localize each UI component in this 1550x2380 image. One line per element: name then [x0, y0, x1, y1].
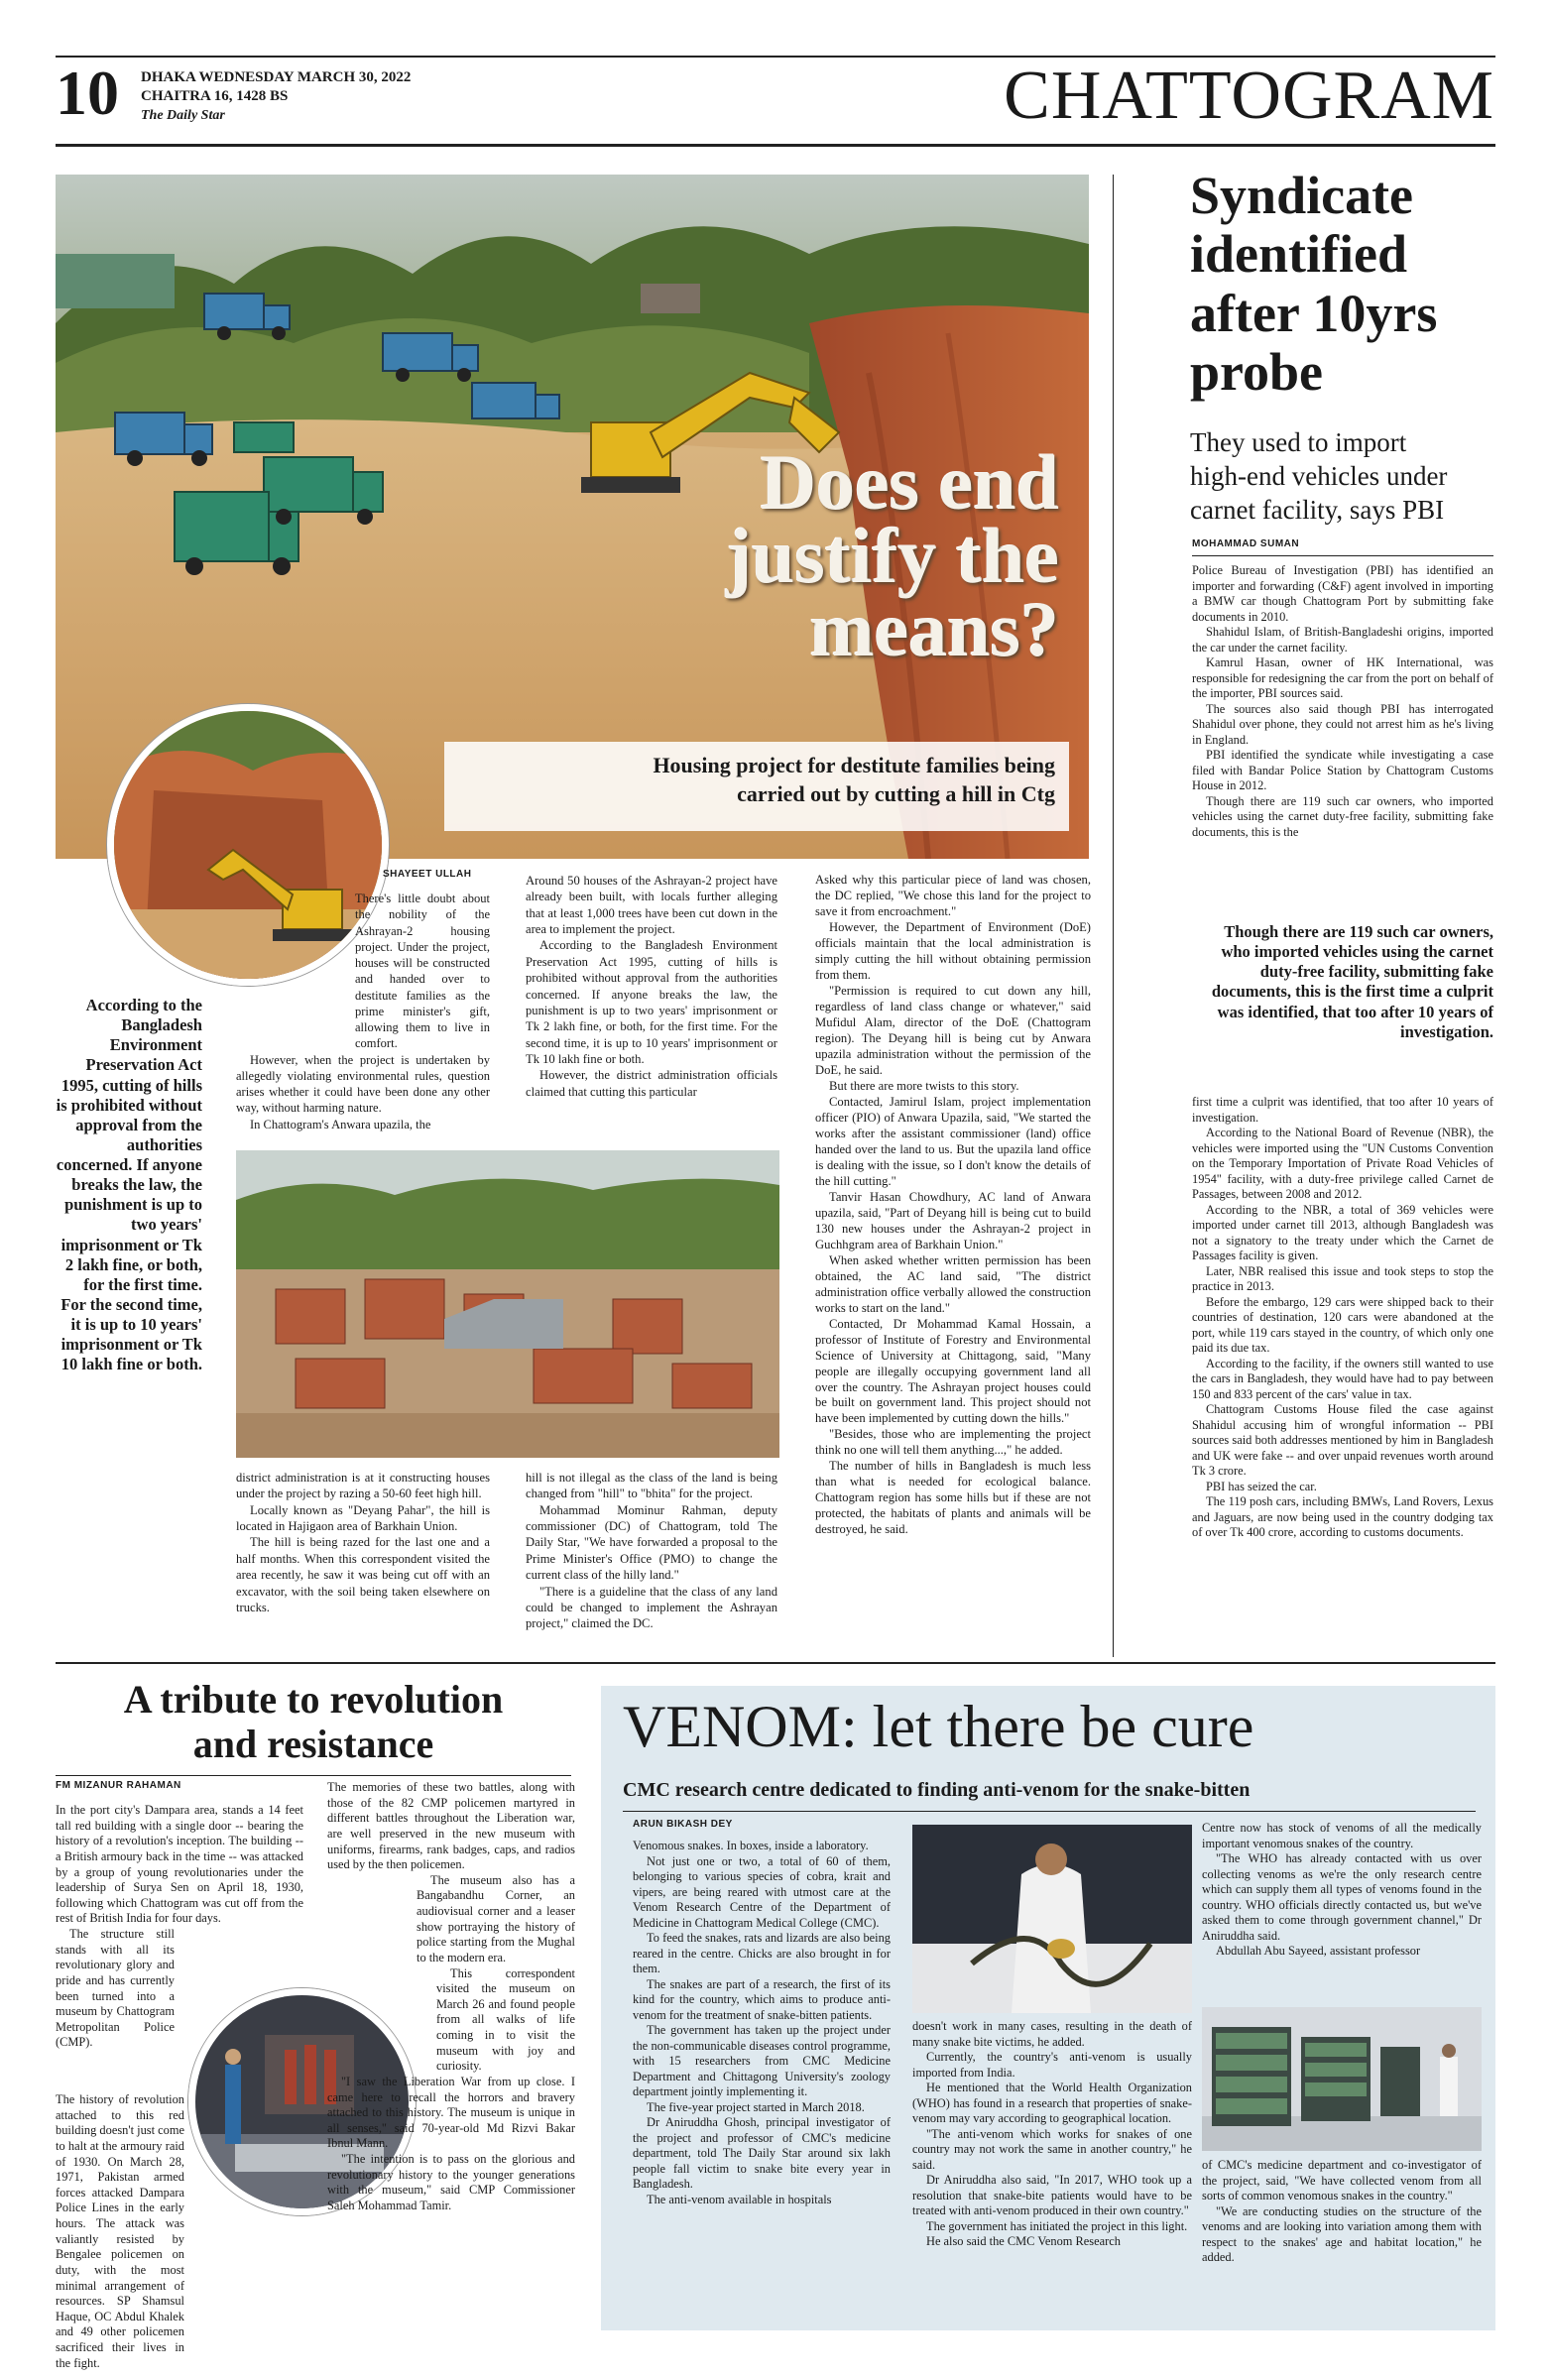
tribute-byline: FM MIZANUR RAHAMAN — [56, 1780, 181, 1791]
venom-column-2 — [912, 2019, 1192, 2250]
paragraph: The museum also has a Bangabandhu Corner, an audiovisual corner and a leaser show portraying the history of police starting from the Mughal to the modern era. — [417, 1872, 575, 1964]
lead-subhead-line: Housing project for destitute families being — [653, 753, 1055, 777]
syndicate-subhead-line: carnet facility, says PBI — [1190, 494, 1445, 525]
byline-rule — [1192, 555, 1493, 556]
tribute-column-1-bottom — [56, 2092, 303, 2371]
venom-column-3-bottom — [1202, 2158, 1482, 2266]
lead-subhead-line: carried out by cutting a hill in Ctg — [737, 780, 1055, 806]
paragraph: Abdullah Abu Sayeed, assistant professor — [1216, 1944, 1421, 1958]
syndicate-headline — [1190, 167, 1497, 403]
paragraph: Contacted, Dr Mohammad Kamal Hossain, a professor of Institute of Forestry and Environmental Science of University at Chittagong, said, "Many people are illegally occupying government land all over the country. The Ashrayan project houses could be built on government land. This project should not have been implemented by cutting down the hills." — [815, 1316, 1091, 1426]
paragraph: Around 50 houses of the Ashrayan-2 project have already been built, with locals further alleging that at least 1,000 trees have been cut down in the area to implement the project. — [526, 874, 777, 937]
paragraph: Centre now has stock of venoms of all the medically important venomous snakes of the country. — [1202, 1821, 1482, 1850]
syndicate-body-top — [1192, 563, 1493, 840]
paragraph: "I saw the Liberation War from up close. I came here to recall the horrors and bravery attached to this history. The museum is unique in all senses," said 70-year-old Md Rizvi Bakar Ibnul Mann. — [327, 2074, 575, 2151]
paragraph: However, when the project is undertaken by allegedly violating environmental rules, question arises whether it could have been done any other way, without harming nature. — [236, 1052, 490, 1116]
paragraph: The structure still stands with all its revolutionary glory and pride and has currently been turned into a museum by Chattogram Metropolitan Police (CMP). — [56, 1927, 175, 2050]
paragraph: "Besides, those who are implementing the project think no one will tell them anything...," he added. — [815, 1427, 1091, 1458]
paragraph: Police Bureau of Investigation (PBI) has identified an importer and forwarding (C&F) agent involved in importing a BMW car though Chattogram Port by submitting fake documents in 2010. — [1192, 563, 1493, 624]
paragraph: He mentioned that the World Health Organization (WHO) has found in a research that properties of snake-venom may vary according to geographical location. — [912, 2081, 1192, 2125]
paragraph: Dr Aniruddha Ghosh, principal investigator of the project and professor of CMC's medicine department, told The Daily Star around six lakh people fall victim to snake bite every year in Bangladesh. — [633, 2115, 891, 2191]
venom-column-3-top — [1202, 1821, 1482, 1960]
lead-column-2-top — [526, 873, 777, 1100]
paragraph: Mohammad Mominur Rahman, deputy commissioner (DC) of Chattogram, told The Daily Star, "We have forwarded a proposal to the Prime Minister's Office (PMO) to change the current class of the hilly land." — [526, 1502, 777, 1583]
syndicate-headline-line: probe — [1190, 342, 1324, 403]
paragraph: Dr Aniruddha also said, "In 2017, WHO took up a resolution that snake-bite patients would have to be treated with anti-venom produced in their own country." — [912, 2173, 1192, 2217]
paragraph: Later, NBR realised this issue and took steps to stop the practice in 2013. — [1192, 1263, 1493, 1293]
paragraph: There's little doubt about the nobility of the Ashrayan-2 housing project. Under the project, houses will be constructed and handed over to destitute families as the prime minister's gift, allowing them to live in comfort. — [355, 892, 490, 1051]
paragraph: hill is not illegal as the class of the land is being changed from "hill" to "bhita" for the project. — [526, 1471, 777, 1501]
paragraph: The five-year project started in March 2018. — [647, 2099, 865, 2114]
paragraph: of CMC's medicine department and co-investigator of the project, said, "We have collected venom from all sorts of common venomous snakes in the country." — [1202, 2158, 1482, 2202]
lead-headline-line: means? — [809, 586, 1059, 673]
column-divider — [1113, 175, 1114, 1657]
syndicate-headline-line: after 10yrs — [1190, 283, 1438, 343]
lead-column-1-top — [236, 891, 490, 1132]
lead-byline: SHAYEET ULLAH — [383, 869, 472, 880]
paragraph: Tanvir Hasan Chowdhury, AC land of Anwara upazila, said, "Part of Deyang hill is being cut to build 130 new houses under the Ashrayan-2 project in Guchhgram area of Barkhain Union." — [815, 1189, 1091, 1251]
paragraph: Before the embargo, 129 cars were shipped back to their countries of destination, 120 cars were abandoned at the port, while 119 cars stayed in the country, of which only one paid its due tax. — [1192, 1294, 1493, 1355]
syndicate-subhead — [1190, 426, 1497, 527]
paragraph: The hill is being razed for the last one and a half months. When this correspondent visited the area recently, he saw it was being cut off with an excavator, with the soil being taken elsewhere on trucks. — [236, 1535, 490, 1614]
paragraph: "The WHO has already contacted with us over collecting venoms as we're the only research centre which can supply them all types of venoms found in the country. WHO officials directly contacted us, but we've asked them to come through government channel," Dr Aniruddha said. — [1202, 1851, 1482, 1943]
syndicate-headline-line: Syndicate — [1190, 166, 1414, 225]
paragraph: This correspondent visited the museum on March 26 and found people from all walks of life coming in to visit the museum with joy and curiosity. — [436, 1965, 575, 2074]
lead-headline — [543, 439, 1059, 673]
paragraph: The government has taken up the project under the non-communicable diseases control programme, with 15 researchers from CMC Medicine Department and Chittagong University's zoology department jointly implementing it. — [633, 2023, 891, 2098]
paragraph: "The intention is to pass on the glorious and revolutionary history to the younger generations with the museum," said CMP Commissioner Saleh Mohammad Tamir. — [327, 2152, 575, 2212]
paragraph: "We are conducting studies on the structure of the venoms and are looking into variation among them with respect to the snakes' age and habitat location," he added. — [1202, 2203, 1482, 2264]
paragraph: "Permission is required to cut down any hill, regardless of land class change or whatever," said Mufidul Alam, director of the DoE (Chattogram region). The Deyang hill is being cut by Anwara upazila administration without the permission of the DoE, he said. — [815, 983, 1091, 1077]
syndicate-pull-quote: Though there are 119 such car owners, who imported vehicles using the carnet duty-free facility, submitting fake documents, this is the first time a culprit was identified, that too after 10 years of investigation. — [1211, 922, 1493, 1041]
tribute-column-2 — [327, 1780, 575, 2214]
lab-illustration — [1202, 2007, 1482, 2151]
paragraph: The number of hills in Bangladesh is much less than what is needed for ecological balance. Chattogram region has some hills but if these are not protected, the habitats of plants and animals will be destroyed, he said. — [815, 1459, 1091, 1537]
paragraph: The anti-venom available in hospitals — [647, 2192, 832, 2206]
paragraph: "The anti-venom which works for snakes of one country may not work the same in another country," he said. — [912, 2126, 1192, 2172]
paragraph: Though there are 119 such car owners, who imported vehicles using the carnet duty-free facility, submitting fake documents, this is the — [1192, 793, 1493, 839]
construction-illustration — [236, 1150, 779, 1458]
paragraph: However, the district administration officials claimed that cutting this particular — [526, 1068, 777, 1099]
tribute-headline-line: and resistance — [192, 1721, 434, 1766]
tribute-headline — [56, 1678, 571, 1767]
dateline: DHAKA WEDNESDAY MARCH 30, 2022 — [141, 69, 412, 85]
section-rule — [56, 1662, 1495, 1664]
paragraph: The sources also said though PBI has interrogated Shahidul over phone, they could not arrest him as he's living in England. — [1192, 701, 1493, 747]
lead-subhead-box — [444, 742, 1069, 831]
paragraph: PBI has seized the car. — [1206, 1479, 1317, 1493]
paragraph: Shahidul Islam, of British-Bangladeshi origins, imported the car under the carnet facility. — [1192, 625, 1493, 654]
paragraph: According to the National Board of Revenue (NBR), the vehicles were imported using the "UN Customs Convention on the Temporary Importation of Private Road Vehicles of 1954" facility, with a duty-free privilege called Carnet de Passages, between 2008 and 2012. — [1192, 1126, 1493, 1201]
paragraph: In Chattogram's Anwara upazila, the — [250, 1117, 431, 1131]
paragraph: According to the Bangladesh Environment Preservation Act 1995, cutting of hills is prohibited without approval from the authorities concerned. If anyone breaks the law, the punishment is up to two years' imprisonment or Tk 2 lakh fine, or both, for the first time. For the second time, it is up to 10 years' imprisonment or Tk 10 lakh fine or both. — [526, 938, 777, 1066]
tribute-headline-line: A tribute to revolution — [123, 1677, 504, 1722]
paragraph: According to the NBR, a total of 369 vehicles were imported under carnet till 2013, although Bangladesh was not a signatory to the treaty under which the Carnet de Passages facility is given. — [1192, 1202, 1493, 1262]
paragraph: The 119 posh cars, including BMWs, Land Rovers, Lexus and Jaguars, are now being used in the country dodging tax of over Tk 400 crore, according to customs documents. — [1192, 1494, 1493, 1539]
paragraph: Kamrul Hasan, owner of HK International, was responsible for redesigning the car from the port on behalf of the importer, PBI sources said. — [1192, 655, 1493, 700]
venom-column-1 — [633, 1839, 891, 2207]
venom-subhead: CMC research centre dedicated to finding anti-venom for the snake-bitten — [623, 1779, 1251, 1801]
header-rule — [56, 144, 1495, 147]
snake-researcher-photo — [912, 1825, 1192, 2013]
paragraph: Contacted, Jamirul Islam, project implementation officer (PIO) of Anwara Upazila, said, "We started the works after the assistant commissioner (land) office handed over the land to us. But the upazila land office is dealing with the issue, so I don't know the details of the hill cutting." — [815, 1094, 1091, 1188]
venom-headline: VENOM: let there be cure — [623, 1694, 1254, 1759]
paragraph: PBI identified the syndicate while investigating a case filed with Bandar Police Station by Chattogram Customs House in 2012. — [1192, 748, 1493, 792]
syndicate-subhead-line: high-end vehicles under — [1190, 460, 1448, 491]
paragraph: The government has initiated the project in this light. — [926, 2218, 1188, 2233]
paragraph: Not just one or two, a total of 60 of them, belonging to various species of cobra, krait and vipers, are being reared with utmost care at the Venom Research Centre of the Department of Medicine in Chattogram Medical College (CMC). — [633, 1853, 891, 1930]
paragraph: Asked why this particular piece of land was chosen, the DC replied, "We chose this land for the project to save it from encroachment." — [815, 873, 1091, 918]
paragraph: The snakes are part of a research, the first of its kind for the country, which aims to produce anti-venom for the treatment of snake-bitten patients. — [633, 1976, 891, 2022]
syndicate-subhead-line: They used to import — [1190, 427, 1407, 457]
construction-site-photo — [236, 1150, 779, 1458]
syndicate-body-bottom — [1192, 1095, 1493, 1541]
lead-headline-line: justify the — [726, 513, 1059, 600]
lead-column-1-bottom — [236, 1470, 490, 1615]
syndicate-headline-line: identified — [1190, 224, 1408, 285]
venom-byline: ARUN BIKASH DEY — [633, 1819, 733, 1830]
paragraph: "There is a guideline that the class of any land could be changed to implement the Ashrayan project," claimed the DC. — [526, 1584, 777, 1631]
paragraph: district administration is at it constructing houses under the project by razing a 50-60 feet high hill. — [236, 1471, 490, 1501]
paragraph: The memories of these two battles, along with those of the 82 CMP policemen martyred in different battles throughout the Liberation war, are well preserved in the new museum with uniforms, firearms, rank badges, caps, and radios used by the then policemen. — [327, 1780, 575, 1872]
paragraph: To feed the snakes, rats and lizards are also being reared in the centre. Chicks are also brought in for them. — [633, 1931, 891, 1975]
masthead: The Daily Star — [141, 108, 225, 123]
paragraph: But there are more twists to this story. — [829, 1078, 1019, 1093]
paragraph: Currently, the country's anti-venom is usually imported from India. — [912, 2050, 1192, 2080]
paragraph: He also said the CMC Venom Research — [926, 2234, 1121, 2248]
paragraph: The history of revolution attached to this red building doesn't just come to halt at the armoury raid of 1930. On March 28, 1971, Pakistan armed forces attacked Dampara Police Lines in the early hours. The attack was valiantly resisted by Bengalee policemen on duty, with the most minimal arrangement of resources. SP Shamsul Haque, OC Abdul Khalek and 49 other policemen sacrificed their lives in the fight. — [56, 2092, 184, 2370]
paragraph: Locally known as "Deyang Pahar", the hill is located in Hajigaon area of Barkhain Union. — [236, 1502, 490, 1534]
lead-headline-line: Does end — [760, 439, 1059, 526]
lead-column-2-bottom — [526, 1470, 777, 1632]
paragraph: When asked whether written permission has been obtained, the AC land said, "The district administration office verbally allowed the construction works to start on the land." — [815, 1252, 1091, 1315]
lead-column-3 — [815, 873, 1091, 1538]
paragraph: Chattogram Customs House filed the case against Shahidul accusing him of wrongful information -- PBI sources said both addresses mentioned by him in Bangladesh and UK were fake -- and over unpaid revenues worth around Tk 3 crore. — [1192, 1402, 1493, 1478]
paragraph: In the port city's Dampara area, stands a 14 feet tall red building with a single door -- bearing the history of a revolution's inception. The building -- a British armoury back in the time -- was attacked by a group of young revolutionaries under the leadership of Surya Sen on April 18, 1930, following which Chattogram was cut off from the rest of British India for four days. — [56, 1803, 303, 1926]
paragraph: first time a culprit was identified, that too after 10 years of investigation. — [1192, 1095, 1493, 1125]
venom-lab-photo — [1202, 2007, 1482, 2151]
lead-pull-quote: According to the Bangladesh Environment Preservation Act 1995, cutting of hills is prohibited without approval from the authorities concerned. If anyone breaks the law, the punishment is up to two years' imprisonment or Tk 2 lakh fine, or both, for the first time. For the second time, it is up to 10 years' imprisonment or Tk 10 lakh fine or both. — [56, 996, 202, 1374]
venom-rule — [623, 1811, 1476, 1812]
section-title: CHATTOGRAM — [1004, 58, 1494, 134]
tribute-rule — [56, 1775, 571, 1776]
paragraph: Venomous snakes. In boxes, inside a laboratory. — [633, 1839, 869, 1852]
paragraph: According to the facility, if the owners still wanted to use the cars in Bangladesh, they would have had to pay between 150 and 833 percent of the cars' value in tax. — [1192, 1356, 1493, 1401]
bangla-date: CHAITRA 16, 1428 BS — [141, 88, 289, 104]
researcher-illustration — [912, 1825, 1192, 2013]
paragraph: doesn't work in many cases, resulting in the death of many snake bite victims, he added. — [912, 2019, 1192, 2049]
syndicate-byline: MOHAMMAD SUMAN — [1192, 538, 1300, 549]
page-number: 10 — [56, 58, 119, 128]
paragraph: However, the Department of Environment (DoE) officials maintain that the local administration is simply cutting the hill without obtaining permission from them. — [815, 919, 1091, 982]
